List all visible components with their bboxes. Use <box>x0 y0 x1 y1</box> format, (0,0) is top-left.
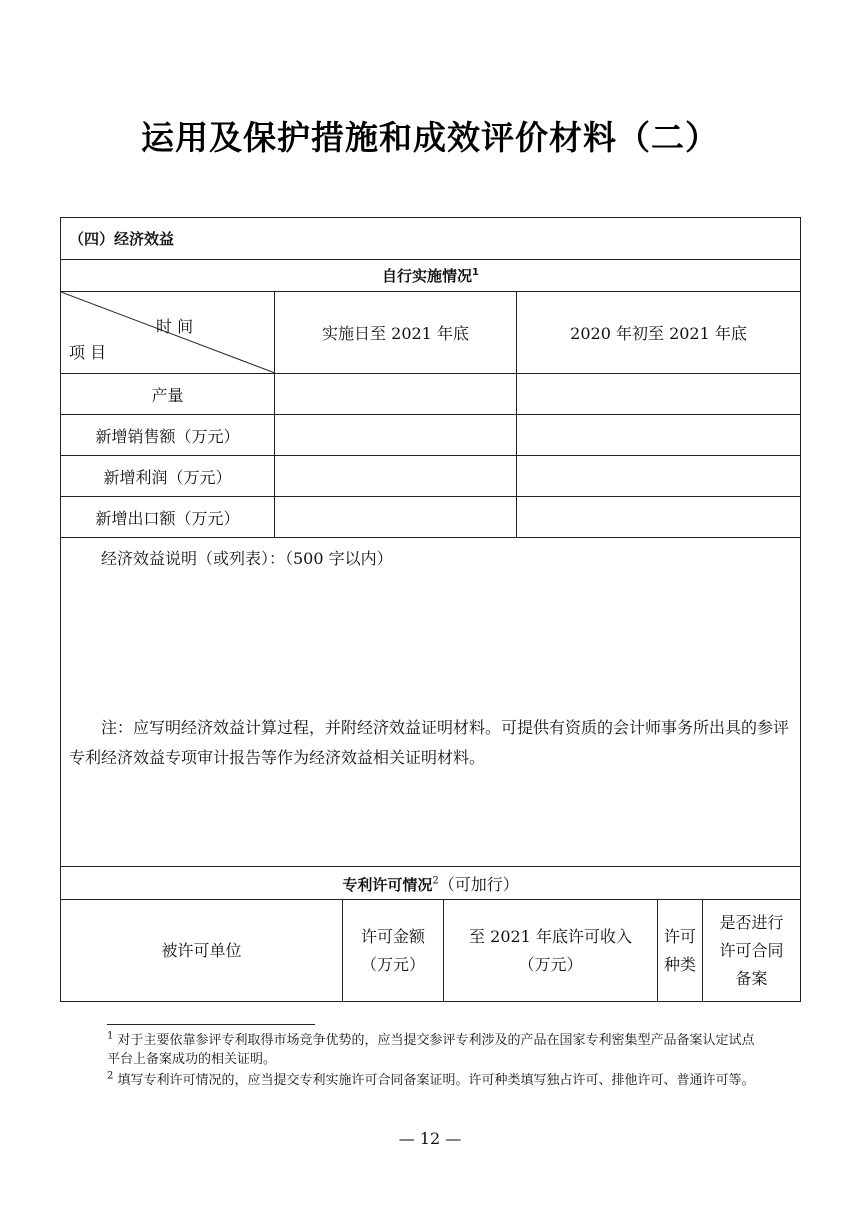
footnote-2-text: 填写专利许可情况的，应当提交专利实施许可合同备案证明。许可种类填写独占许可、排他许可、普通许可等。 <box>117 1073 755 1088</box>
input-cell[interactable] <box>517 415 801 456</box>
page-number: — 12 — <box>398 1129 462 1148</box>
self-impl-heading-text: 自行实施情况 <box>382 267 473 285</box>
col-header-since-impl: 实施日至 2021 年底 <box>275 292 517 374</box>
footnote-2-number: 2 <box>107 1070 114 1082</box>
evaluation-form-table <box>60 217 801 1002</box>
diag-time-label: 时 间 <box>156 317 194 336</box>
row-label-new-export: 新增出口额（万元） <box>61 497 275 538</box>
section-heading-text: （四）经济效益 <box>69 230 175 248</box>
footnote-divider <box>107 1024 315 1025</box>
page-title: 运用及保护措施和成效评价材料（二） <box>141 118 719 157</box>
input-cell[interactable] <box>275 374 517 415</box>
footnotes <box>107 1031 767 1092</box>
diag-item-label: 项 目 <box>69 343 107 362</box>
row-label-new-sales: 新增销售额（万元） <box>61 415 275 456</box>
license-heading-text: 专利许可情况 <box>342 875 433 894</box>
explanation-note: 注：应写明经济效益计算过程，并附经济效益证明材料。可提供有资质的会计师事务所出具的参评专利经济效益专项审计报告等作为经济效益相关证明材料。 <box>69 718 790 767</box>
footnote-2 <box>107 1071 767 1090</box>
diagonal-header-cell <box>61 292 275 374</box>
footnote-1-text: 对于主要依靠参评专利取得市场竞争优势的，应当提交参评专利涉及的产品在国家专利密集型产品备案认定试点平台上备案成功的相关证明。 <box>107 1033 755 1067</box>
footnote-ref-1: 1 <box>472 267 480 278</box>
section-heading <box>61 218 801 260</box>
explanation-cell[interactable] <box>61 538 801 867</box>
input-cell[interactable] <box>275 415 517 456</box>
footnote-1 <box>107 1031 767 1069</box>
footnote-ref-2: 2 <box>432 875 439 887</box>
row-label-new-profit: 新增利润（万元） <box>61 456 275 497</box>
license-heading-suffix: （可加行） <box>438 874 519 894</box>
license-heading <box>61 867 801 900</box>
col-header-license-income: 至 2021 年底许可收入（万元） <box>444 900 658 1002</box>
explanation-label: 经济效益说明（或列表）：（500 字以内） <box>101 549 393 568</box>
col-header-contract-filing: 是否进行许可合同备案 <box>703 900 801 1002</box>
col-header-licensee: 被许可单位 <box>61 900 343 1002</box>
col-header-license-amount: 许可金额（万元） <box>343 900 444 1002</box>
row-label-output: 产量 <box>61 374 275 415</box>
self-impl-heading <box>61 260 801 292</box>
input-cell[interactable] <box>517 456 801 497</box>
input-cell[interactable] <box>275 456 517 497</box>
input-cell[interactable] <box>517 497 801 538</box>
footnote-1-number: 1 <box>107 1030 114 1042</box>
input-cell[interactable] <box>275 497 517 538</box>
input-cell[interactable] <box>517 374 801 415</box>
col-header-2020-2021: 2020 年初至 2021 年底 <box>517 292 801 374</box>
col-header-license-type: 许可种类 <box>658 900 703 1002</box>
